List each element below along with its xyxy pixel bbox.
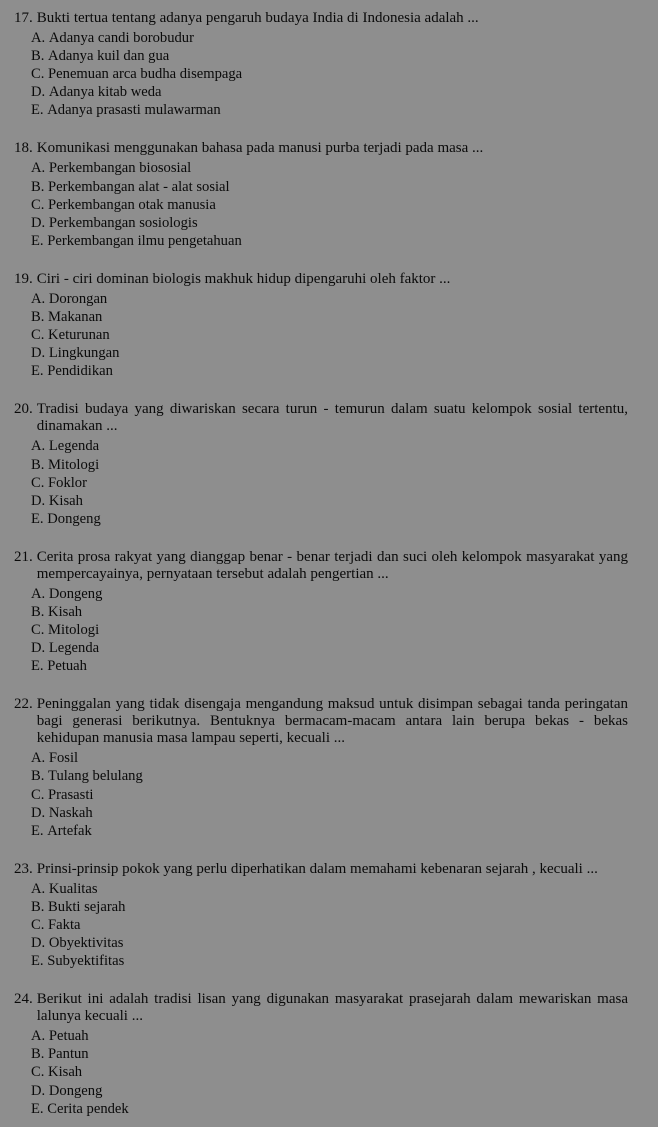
option-text: Foklor xyxy=(48,474,87,491)
option-b xyxy=(31,178,628,196)
option-letter: A. xyxy=(31,290,46,307)
option-text: Artefak xyxy=(47,822,92,839)
option-d xyxy=(31,639,628,657)
option-c xyxy=(31,1063,628,1081)
question-18 xyxy=(14,140,628,249)
option-text: Mitologi xyxy=(48,622,100,639)
option-e xyxy=(31,1100,628,1118)
option-c xyxy=(31,621,628,639)
question-text-row xyxy=(14,991,628,1025)
option-text: Adanya prasasti mulawarman xyxy=(47,102,221,119)
option-text: Lingkungan xyxy=(48,345,120,362)
option-d xyxy=(31,934,628,952)
question-text-row xyxy=(14,549,628,583)
option-a xyxy=(31,1027,628,1045)
option-e xyxy=(31,822,628,840)
option-letter: D. xyxy=(31,640,46,657)
question-text-row xyxy=(14,271,628,288)
option-letter: C. xyxy=(31,66,45,83)
option-letter: E. xyxy=(31,363,44,380)
option-text: Perkembangan biososial xyxy=(48,160,192,177)
option-b xyxy=(31,898,628,916)
option-d xyxy=(31,214,628,232)
option-text: Petuah xyxy=(48,1028,89,1045)
option-letter: E. xyxy=(31,953,44,970)
option-letter: D. xyxy=(31,1082,46,1099)
question-text: Cerita prosa rakyat yang dianggap benar - benar terjadi dan suci oleh kelompok masyarakat yang mempercayainya, pernyataan tersebut adalah pengertian ... xyxy=(36,548,628,582)
option-letter: B. xyxy=(31,898,45,915)
option-letter: B. xyxy=(31,768,45,785)
option-text: Pendidikan xyxy=(47,363,113,380)
question-text: Peninggalan yang tidak disengaja mengandung maksud untuk disimpan sebagai tanda peringatan bagi generasi berikutnya. Bentuknya bermacam-macam antara lain berupa bekas - bekas kehidupan manusia masa lampau seperti, kecuali ... xyxy=(36,696,628,747)
option-text: Dongeng xyxy=(47,510,101,527)
option-letter: A. xyxy=(31,1028,46,1045)
question-text: Komunikasi menggunakan bahasa pada manusi purba terjadi pada masa ... xyxy=(36,140,484,157)
option-letter: B. xyxy=(31,48,45,65)
option-text: Perkembangan otak manusia xyxy=(48,196,216,213)
question-number: 19. xyxy=(14,270,33,287)
option-text: Naskah xyxy=(48,804,93,821)
option-letter: B. xyxy=(31,178,45,195)
question-number: 21. xyxy=(14,548,33,565)
option-text: Adanya kuil dan gua xyxy=(48,48,170,65)
option-list xyxy=(31,585,628,675)
option-e xyxy=(31,362,628,380)
option-list xyxy=(31,880,628,970)
option-a xyxy=(31,585,628,603)
option-letter: E. xyxy=(31,822,44,839)
option-text: Pantun xyxy=(48,1046,89,1063)
option-letter: D. xyxy=(31,214,46,231)
option-letter: A. xyxy=(31,750,46,767)
option-text: Dongeng xyxy=(48,585,103,602)
option-d xyxy=(31,1082,628,1100)
option-text: Bukti sejarah xyxy=(48,898,126,915)
option-b xyxy=(31,767,628,785)
option-e xyxy=(31,101,628,119)
option-text: Dongeng xyxy=(48,1082,103,1099)
option-letter: D. xyxy=(31,935,46,952)
option-letter: A. xyxy=(31,30,46,46)
option-e xyxy=(31,657,628,675)
option-text: Legenda xyxy=(48,438,100,455)
option-b xyxy=(31,456,628,474)
question-text: Berikut ini adalah tradisi lisan yang digunakan masyarakat prasejarah dalam mewariskan masa lalunya kecuali ... xyxy=(36,991,628,1025)
option-text: Kisah xyxy=(48,492,83,509)
option-letter: E. xyxy=(31,232,44,249)
option-e xyxy=(31,232,628,250)
question-22 xyxy=(14,696,628,839)
option-letter: E. xyxy=(31,510,44,527)
option-letter: D. xyxy=(31,84,46,101)
option-letter: C. xyxy=(31,917,45,933)
option-text: Perkembangan ilmu pengetahuan xyxy=(47,232,242,249)
question-text: Bukti tertua tentang adanya pengaruh budaya India di Indonesia adalah ... xyxy=(36,10,479,26)
option-d xyxy=(31,492,628,510)
option-d xyxy=(31,804,628,822)
question-text-row xyxy=(14,140,628,157)
question-number: 18. xyxy=(14,140,33,157)
option-letter: C. xyxy=(31,622,45,639)
option-letter: E. xyxy=(31,658,44,675)
option-d xyxy=(31,344,628,362)
option-c xyxy=(31,786,628,804)
question-20 xyxy=(14,401,628,527)
option-b xyxy=(31,1045,628,1063)
option-text: Perkembangan alat - alat sosial xyxy=(48,178,230,195)
option-letter: A. xyxy=(31,160,46,177)
question-number: 22. xyxy=(14,696,33,713)
option-list xyxy=(31,437,628,527)
option-text: Fakta xyxy=(48,917,81,933)
option-text: Kisah xyxy=(48,1064,83,1081)
option-text: Tulang belulang xyxy=(48,768,143,785)
question-text-row xyxy=(14,696,628,747)
option-letter: A. xyxy=(31,880,46,897)
option-text: Subyektifitas xyxy=(47,953,125,970)
option-letter: C. xyxy=(31,196,45,213)
option-text: Prasasti xyxy=(48,786,94,803)
option-text: Mitologi xyxy=(48,456,100,473)
option-letter: E. xyxy=(31,1100,44,1117)
option-letter: B. xyxy=(31,309,45,326)
option-text: Dorongan xyxy=(48,290,108,307)
question-number: 23. xyxy=(14,860,33,877)
option-text: Obyektivitas xyxy=(48,935,124,952)
option-c xyxy=(31,474,628,492)
option-list xyxy=(31,749,628,839)
option-text: Fosil xyxy=(48,750,79,767)
question-text-row xyxy=(14,401,628,435)
question-24 xyxy=(14,991,628,1117)
option-e xyxy=(31,952,628,970)
option-letter: B. xyxy=(31,456,45,473)
option-e xyxy=(31,510,628,528)
option-a xyxy=(31,749,628,767)
option-b xyxy=(31,308,628,326)
option-a xyxy=(31,437,628,455)
option-b xyxy=(31,603,628,621)
option-a xyxy=(31,29,628,47)
question-17 xyxy=(14,10,628,119)
option-letter: A. xyxy=(31,585,46,602)
question-text: Tradisi budaya yang diwariskan secara turun - temurun dalam suatu kelompok sosial tertentu, dinamakan ... xyxy=(36,401,628,435)
question-text: Prinsi-prinsip pokok yang perlu diperhatikan dalam memahami kebenaran sejarah , kecuali ... xyxy=(36,860,598,877)
question-21 xyxy=(14,549,628,675)
option-c xyxy=(31,326,628,344)
option-text: Kualitas xyxy=(48,880,98,897)
question-text-row xyxy=(14,861,628,878)
option-a xyxy=(31,880,628,898)
option-letter: C. xyxy=(31,327,45,344)
option-letter: C. xyxy=(31,474,45,491)
option-letter: D. xyxy=(31,345,46,362)
option-letter: E. xyxy=(31,102,44,119)
option-c xyxy=(31,916,628,934)
option-c xyxy=(31,65,628,83)
option-text: Perkembangan sosiologis xyxy=(48,214,198,231)
option-letter: C. xyxy=(31,786,45,803)
question-number: 24. xyxy=(14,991,33,1008)
question-23 xyxy=(14,861,628,970)
option-letter: C. xyxy=(31,1064,45,1081)
option-a xyxy=(31,290,628,308)
question-text: Ciri - ciri dominan biologis makhuk hidup dipengaruhi oleh faktor ... xyxy=(36,270,451,287)
question-text-row xyxy=(14,10,628,27)
option-text: Cerita pendek xyxy=(47,1100,129,1117)
option-letter: B. xyxy=(31,1046,45,1063)
option-text: Adanya candi borobudur xyxy=(48,30,194,46)
option-letter: D. xyxy=(31,804,46,821)
option-text: Kisah xyxy=(48,603,83,620)
option-text: Keturunan xyxy=(48,327,110,344)
option-a xyxy=(31,159,628,177)
question-number: 17. xyxy=(14,10,33,26)
question-number: 20. xyxy=(14,401,33,418)
option-b xyxy=(31,47,628,65)
option-letter: A. xyxy=(31,438,46,455)
option-text: Petuah xyxy=(47,658,87,675)
option-text: Adanya kitab weda xyxy=(48,84,162,101)
option-list xyxy=(31,290,628,380)
option-c xyxy=(31,196,628,214)
option-letter: D. xyxy=(31,492,46,509)
question-19 xyxy=(14,271,628,380)
option-letter: B. xyxy=(31,603,45,620)
option-text: Makanan xyxy=(48,309,103,326)
option-list xyxy=(31,159,628,249)
option-text: Legenda xyxy=(48,640,100,657)
option-list xyxy=(31,29,628,119)
option-text: Penemuan arca budha disempaga xyxy=(48,66,243,83)
option-d xyxy=(31,83,628,101)
option-list xyxy=(31,1027,628,1117)
